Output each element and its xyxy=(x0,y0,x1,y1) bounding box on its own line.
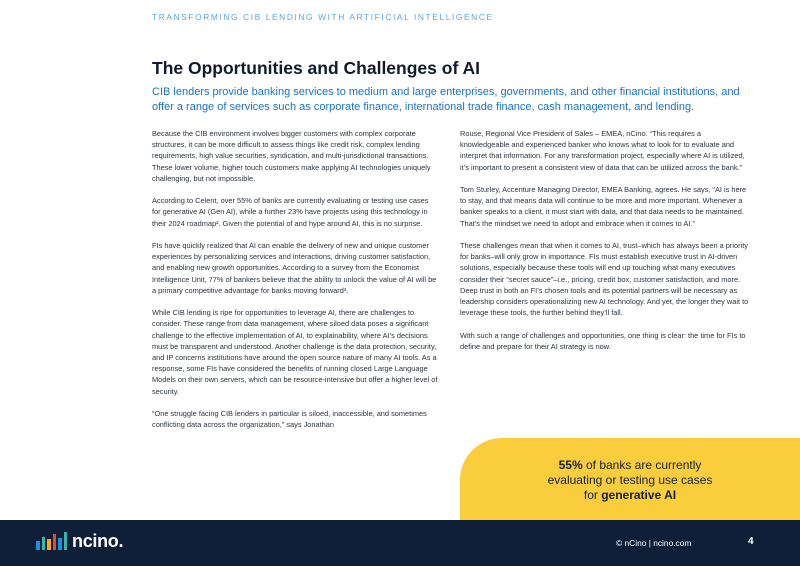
lead-paragraph: CIB lenders provide banking services to medium and large enterprises, governments, and other financial institutions, and offer a range of services such as corporate finance, international trade finance, cash management, and lending. xyxy=(152,86,740,113)
body-paragraph: Rouse, Regional Vice President of Sales – EMEA, nCino. “This requires a knowledgeable and experienced banker who knows what to look for to evaluate and interpret that information. For any transformation project, especially where AI is utilized, it’s important to present a consistent view of data that can be utilized across the bank.” xyxy=(460,129,745,172)
body-paragraph: Tom Sturley, Accenture Managing Director, EMEA Banking, agrees. He says, “AI is here to stay, and that means data will continue to be more and more important. Whenever a banker speaks to a client, it must start with data, and that data needs to be maintained. That’s the mindset we need to adopt and embrace when it comes to AI.” xyxy=(460,185,747,228)
right-column xyxy=(460,128,752,363)
callout-emphasis: generative AI xyxy=(601,487,677,502)
left-column xyxy=(152,128,438,442)
callout-body: of banks are currently evaluating or testing use cases for xyxy=(547,457,713,502)
callout-text xyxy=(545,458,715,503)
body-paragraph: With such a range of challenges and opportunities, one thing is clear: the time for FIs to define and prepare for their AI strategy is now. xyxy=(460,330,746,351)
footer-copyright: © nCino | ncino.com xyxy=(616,538,692,548)
body-paragraph: “One struggle facing CIB lenders in particular is siloed, inaccessible, and sometimes conflicting data across the organization,” says Jonathan xyxy=(152,409,427,430)
ncino-logo xyxy=(36,532,123,550)
body-paragraph: According to Celent, over 55% of banks are currently evaluating or testing use cases for generative AI (Gen AI), while a further 23% have projects using this technology in their 2024 roadmap². Given the potential of and hype around AI, this is no surprise. xyxy=(152,196,429,228)
page-number: 4 xyxy=(748,536,754,547)
body-paragraph: These challenges mean that when it comes to AI, trust–which has always been a priority for banks–will only grow in importance. FIs must establish executive trust in AI-driven solutions, especially because these tools will end up touching what many executives consider their “secret sauce”–i.e., pricing, credit box, customer satisfaction, and more. Deep trust in both an FI’s chosen tools and its potential partners will be necessary as leadership considers operationalizing new AI technology. And yet, the longer they wait to leverage these tools, the further behind they’ll fall. xyxy=(460,241,749,318)
page-title: The Opportunities and Challenges of AI xyxy=(152,58,480,78)
body-paragraph: FIs have quickly realized that AI can enable the delivery of new and unique customer experiences by personalizing services and interactions, driving customer satisfaction, and enabling new growth opportunities. According to a survey from the Economist Intelligence Unit, 77% of bankers believe that the ability to unlock the value of AI will be a primary competitive advantage for banks moving forward³. xyxy=(152,241,437,295)
logo-bars-icon xyxy=(36,532,67,550)
page-footer xyxy=(0,520,800,566)
body-paragraph: Because the CIB environment involves bigger customers with complex corporate structures, it can be more difficult to assess things like credit risk, complex lending requirements, high value securities, syndication, and multi-jurisdictional transactions. These lower volume, higher touch customers make applying AI technologies uniquely challenging, but not impossible. xyxy=(152,129,431,183)
callout-stat: 55% xyxy=(558,457,583,472)
running-header: TRANSFORMING CIB LENDING WITH ARTIFICIAL INTELLIGENCE xyxy=(152,12,494,22)
body-paragraph: While CIB lending is ripe for opportunities to leverage AI, there are challenges to consider. These range from data management, where siloed data poses a significant challenge to the effective implementation of AI, to explainability, where AI’s decisions must be transparent and understood. Another challenge is the data protection, security, and IP concerns institutions have around the open source nature of many AI tools. As a response, some FIs have considered the benefits of running closed Large Language Models on their own servers, which can be resource-intensive but offer a higher level of security. xyxy=(152,308,438,396)
stat-callout xyxy=(460,438,800,522)
logo-wordmark: ncino. xyxy=(72,531,124,551)
